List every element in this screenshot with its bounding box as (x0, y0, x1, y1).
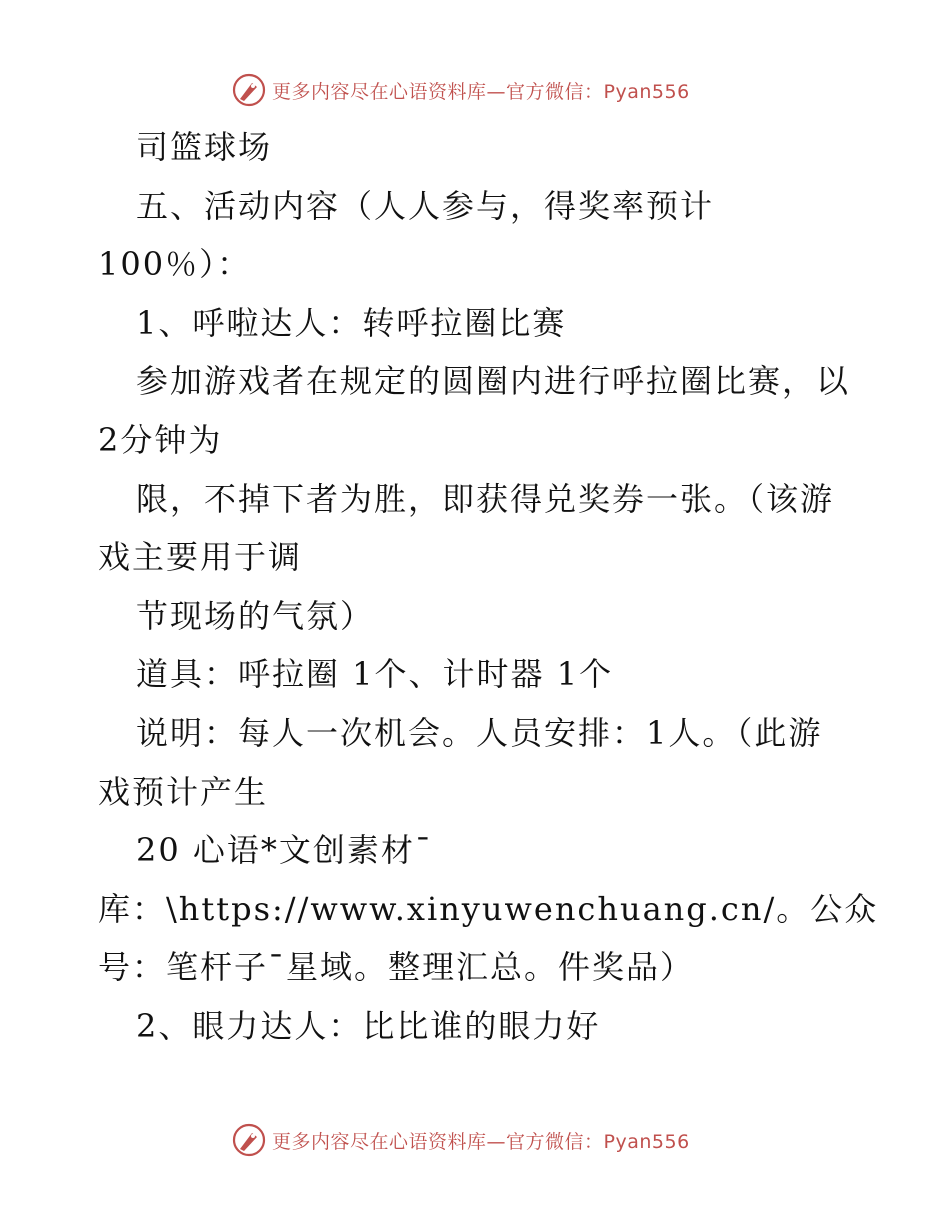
text-line: 节现场的气氛） (136, 596, 375, 635)
pen-nib-icon (232, 73, 266, 107)
text-line: 限，不掉下者为胜，即获得兑奖券一张。（该游 (136, 479, 835, 518)
text-line: 号：笔杆子¯星域。整理汇总。件奖品） (98, 948, 695, 987)
pen-nib-icon (232, 1123, 266, 1157)
text-line: 参加游戏者在规定的圆圈内进行呼拉圈比赛，以 (136, 362, 851, 401)
header-banner (232, 70, 712, 110)
text-line: 司篮球场 (136, 128, 273, 166)
text-line: 说明：每人一次机会。人员安排：1人。（此游 (136, 713, 823, 752)
text-line: 库：\https://www.xinyuwenchuang.cn/。公众 (98, 889, 879, 928)
footer-banner-text: 更多内容尽在心语资料库—官方微信：Pyan556 (272, 1130, 690, 1153)
text-line: 戏主要用于调 (98, 538, 303, 577)
document-body (98, 118, 879, 1056)
header-banner-text: 更多内容尽在心语资料库—官方微信：Pyan556 (272, 80, 690, 103)
text-line: 100％）： (98, 245, 252, 284)
section-heading: 五、活动内容（人人参与，得奖率预计 (136, 186, 715, 225)
item-heading: 1、呼啦达人：转呼拉圈比赛 (136, 303, 567, 342)
footer-banner (232, 1120, 712, 1160)
text-line: 20 心语*文创素材¯ (136, 831, 433, 870)
text-line: 戏预计产生 (98, 772, 269, 811)
text-line: 2分钟为 (98, 420, 223, 459)
item-heading: 2、眼力达人：比比谁的眼力好 (136, 1006, 601, 1045)
text-line: 道具：呼拉圈 1个、计时器 1个 (136, 655, 614, 694)
